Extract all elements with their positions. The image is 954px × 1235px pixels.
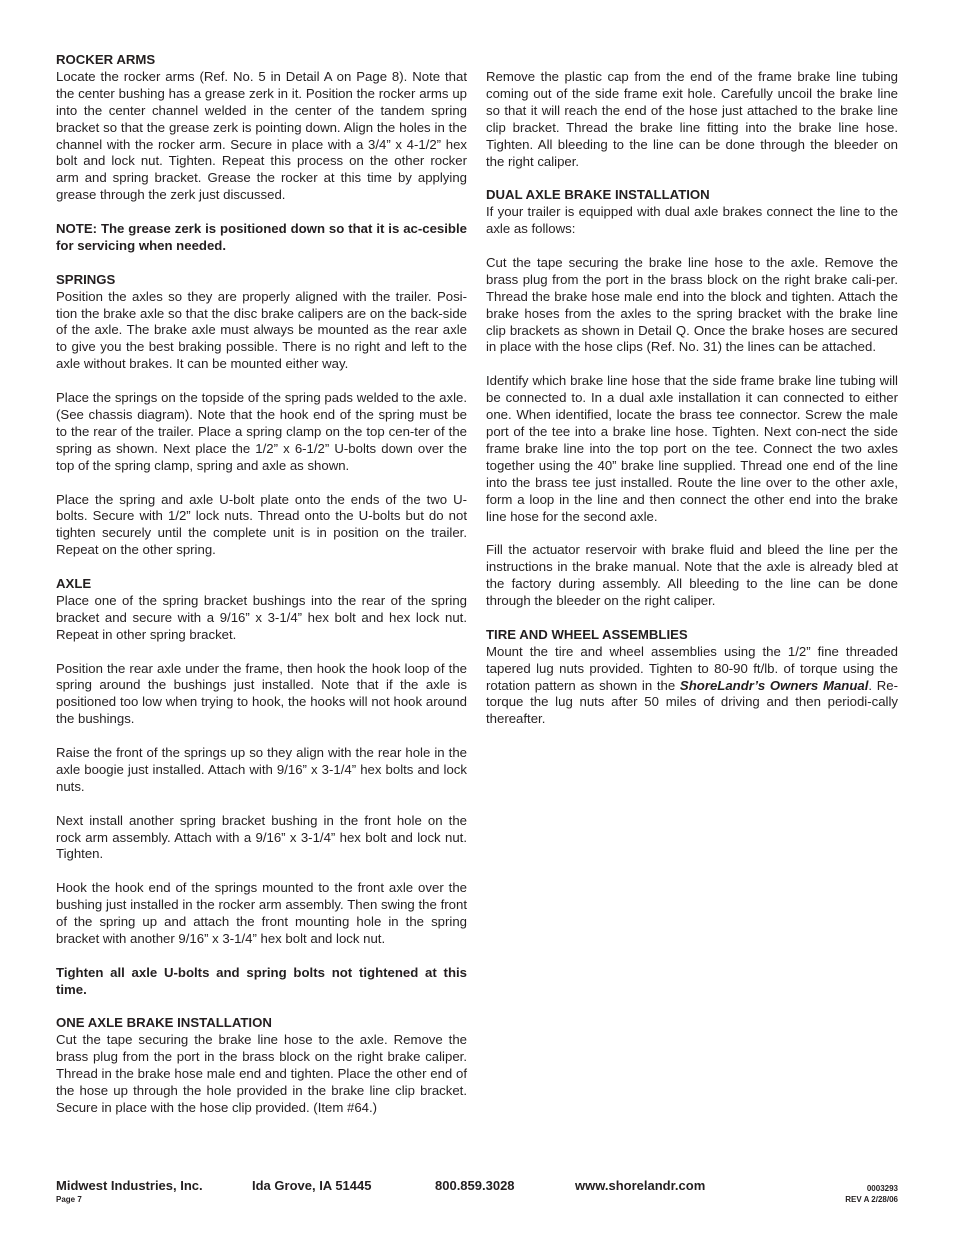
left-column (56, 52, 467, 1134)
section-heading: AXLE (56, 576, 92, 592)
company-name: Midwest Industries, Inc. (56, 1178, 203, 1193)
paragraph: Position the rear axle under the frame, then hook the hook loop of the spring around the bushings just installed. Note that if the axle is positioned too low when trying to hook, the hooks will not hook around the bushings. (56, 660, 467, 727)
section-heading: ONE AXLE BRAKE INSTALLATION (56, 1015, 272, 1031)
company-website: www.shorelandr.com (575, 1178, 706, 1193)
paragraph: Place the spring and axle U-bolt plate onto the ends of the two U-bolts. Secure with 1/2” lock nuts. Thread onto the U-bolts but do not tighten securely until the complete unit is in position on the trailer. Repeat on the other spring. (56, 491, 467, 558)
page-number: Page 7 (56, 1195, 82, 1204)
paragraph: Hook the hook end of the springs mounted to the front axle over the bushing just installed in the rocker arm assembly. Then swing the front of the spring up and attach the front mounting hole in the spring bracket with another 9/16” x 3-1/4” hex bolt and lock nut. (56, 880, 467, 946)
section-dual-axle-brake (486, 187, 898, 610)
footer-contact-row (56, 1178, 898, 1194)
section-heading: TIRE AND WHEEL ASSEMBLIES (486, 626, 688, 642)
paragraph: Place the springs on the topside of the spring pads welded to the axle. (See chassis diagram). Note that the hook end of the spring must be to the rear of the trailer. Place a spring clamp on the top cen-ter of the spring as shown. Next place the 1/2” x 6-1/2” U-bolts down over the top of the spring clamp, spring and axle as shown. (56, 390, 467, 473)
note-tighten: Tighten all axle U-bolts and spring bolts not tightened at this time. (56, 964, 467, 997)
section-springs (56, 272, 467, 559)
paragraph (486, 644, 898, 729)
paragraph: Cut the tape securing the brake line hose to the axle. Remove the brass plug from the port in the brass block on the right brake cali-per. Thread the brake hose male end into the block and tighten. Attach the brake hoses from the axles to the spring bracket with the brake line clip brackets as shown in Detail Q. Once the brake hoses are secured in place with the hose clips (Ref. No. 31) the lines can be attached. (486, 254, 898, 355)
right-column (486, 69, 898, 745)
section-rocker-arms (56, 52, 467, 204)
company-phone: 800.859.3028 (435, 1178, 515, 1193)
doc-number: 0003293 (866, 1184, 898, 1193)
section-heading: ROCKER ARMS (56, 52, 156, 67)
section-one-axle-brake (56, 1015, 467, 1116)
paragraph: Cut the tape securing the brake line hose to the axle. Remove the brass plug from the port in the brass block on the right brake caliper. Thread in the brake hose male end and tighten. Place the other end of the hose up through the hole provided in the brake line clip bracket. Secure in place with the hose clip provided. (Item #64.) (56, 1032, 467, 1116)
paragraph: Identify which brake line hose that the side frame brake line tubing will be connected to. In a dual axle installation it can connected to either one. When identified, locate the brass tee connector. Screw the male port of the tee into a brake line hose. Tighten. Next con-nect the side frame brake line into the top port on the tee. Connect the two axles together using the 40” brake line supplied. Thread one end of the line into the brass tee just installed. Route the line over to the other axle, form a loop in the line and then connect the other end into the brake line hose for the second axle. (486, 373, 898, 524)
section-tire-wheel (486, 627, 898, 728)
section-axle (56, 576, 467, 948)
paragraph: Remove the plastic cap from the end of the frame brake line tubing coming out of the side frame exit hole. Carefully uncoil the brake line so that it will reach the end of the hose just attached to the brake line clip bracket. Thread the brake line fitting into the brake line hose. Tighten. All bleeding to the line can be done through the bleeder on the right caliper. (486, 69, 898, 169)
paragraph: If your trailer is equipped with dual axle brakes connect the line to the axle as follows: (486, 204, 898, 237)
section-heading: DUAL AXLE BRAKE INSTALLATION (486, 187, 710, 203)
paragraph: Place one of the spring bracket bushings into the rear of the spring bracket and secure with a 9/16” x 3-1/4” hex bolt and hex lock nut. Repeat in other spring bracket. (56, 592, 467, 642)
company-city: Ida Grove, IA 51445 (252, 1178, 372, 1193)
paragraph: Next install another spring bracket bushing in the front hole on the rock arm assembly. Attach with a 9/16” x 3-1/4” hex bolt and lock nut. Tighten. (56, 812, 467, 862)
paragraph: Position the axles so they are properly aligned with the trailer. Posi-tion the brake axle so that the disc brake calipers are on the back-side of the axle. The brake axle must always be mounted as the rear axle to give you the best braking possible. There is no right and left to the axle without brakes. It can be mounted either way. (56, 288, 467, 372)
owners-manual-title: ShoreLandr’s Owners Manual (679, 677, 869, 693)
page-footer (56, 1178, 898, 1204)
revision: REV A 2/28/06 (845, 1195, 898, 1204)
paragraph: Locate the rocker arms (Ref. No. 5 in Detail A on Page 8). Note that the center bushing has a grease zerk in it. Position the rocker arms up into the center channel welded in the center of the tandem spring bracket so that the grease zerk is pointing down. Align the holes in the channel with the rocker arm. Secure in place with a 3/4” x 4-1/2” hex bolt and lock nut. Tighten. Repeat this process on the other rocker arm and spring bracket. Grease the rocker at this time by applying grease through the zerk just discussed. (56, 68, 467, 203)
note-grease-zerk: NOTE: The grease zerk is positioned down so that it is ac-cesible for servicing when needed. (56, 221, 467, 253)
section-heading: SPRINGS (56, 271, 116, 287)
paragraph: Fill the actuator reservoir with brake fluid and bleed the line per the instructions in the brake manual. Note that the axle is already bled at the factory during assembly. All bleeding to the line can be done through the bleeder on the right caliper. (486, 542, 898, 609)
text-run: Mount the tire and wheel assemblies using the 1/2” fine threaded tapered lug nuts provided. Tighten to 80-90 ft/lb. of torque using the rotation pattern as shown in the (486, 643, 898, 693)
paragraph: Raise the front of the springs up so they align with the rear hole in the axle boogie just installed. Attach with 9/16” x 3-1/4” hex bolts and lock nuts. (56, 745, 467, 794)
text-run: . Re-torque the lug nuts after 50 miles of driving and then periodi-cally thereafter. (486, 677, 899, 727)
